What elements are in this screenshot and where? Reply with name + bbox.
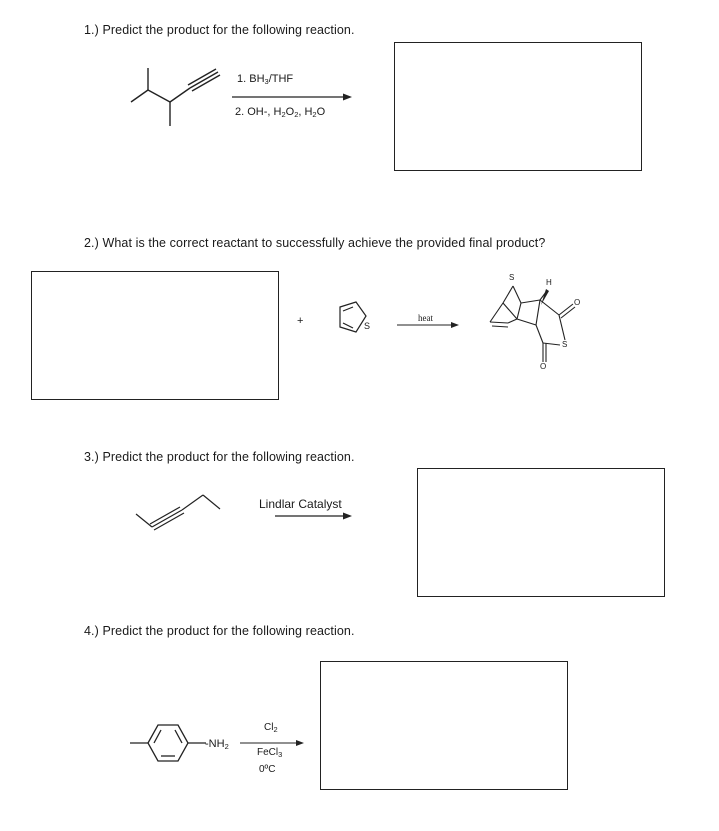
question-text: Predict the product for the following reaction. bbox=[102, 624, 355, 638]
q2-ring-sulfur: S bbox=[364, 321, 371, 331]
q4-arrowhead-icon bbox=[296, 740, 304, 746]
q4-benzene-icon bbox=[130, 725, 206, 761]
q4-reagent-fecl3: FeCl$_3$ bbox=[257, 747, 283, 759]
q2-oxygen-1: O bbox=[574, 298, 581, 307]
q1-reagent-step2: 2. OH-, $H_2O_2$, $H_2O$ bbox=[235, 106, 326, 119]
question-number: 4.) bbox=[84, 624, 99, 638]
question-number: 3.) bbox=[84, 450, 99, 464]
q2-ring-sulfur-product: S bbox=[562, 340, 568, 349]
question-text: What is the correct reactant to successfully achieve the provided final product? bbox=[102, 236, 546, 250]
q2-plus-sign: + bbox=[297, 315, 304, 327]
question-number: 2.) bbox=[84, 236, 99, 250]
q4-amine-group: $-NH_2$ bbox=[205, 738, 229, 751]
q2-hydrogen: H bbox=[546, 278, 552, 287]
q4-temperature: 0ºC bbox=[259, 764, 276, 775]
q3-reagent: Lindlar Catalyst bbox=[259, 497, 342, 511]
q2-condition: heat bbox=[418, 313, 433, 323]
question-text: Predict the product for the following reaction. bbox=[102, 23, 355, 37]
question-text: Predict the product for the following reaction. bbox=[102, 450, 355, 464]
question-number: 1.) bbox=[84, 23, 99, 37]
q2-bridge-sulfur: S bbox=[509, 273, 515, 282]
q2-oxygen-2: O bbox=[540, 362, 547, 371]
q1-reagent-step1: 1. $BH_3$/THF bbox=[237, 73, 294, 86]
q4-reagent-cl2: $Cl_2$ bbox=[264, 722, 278, 734]
